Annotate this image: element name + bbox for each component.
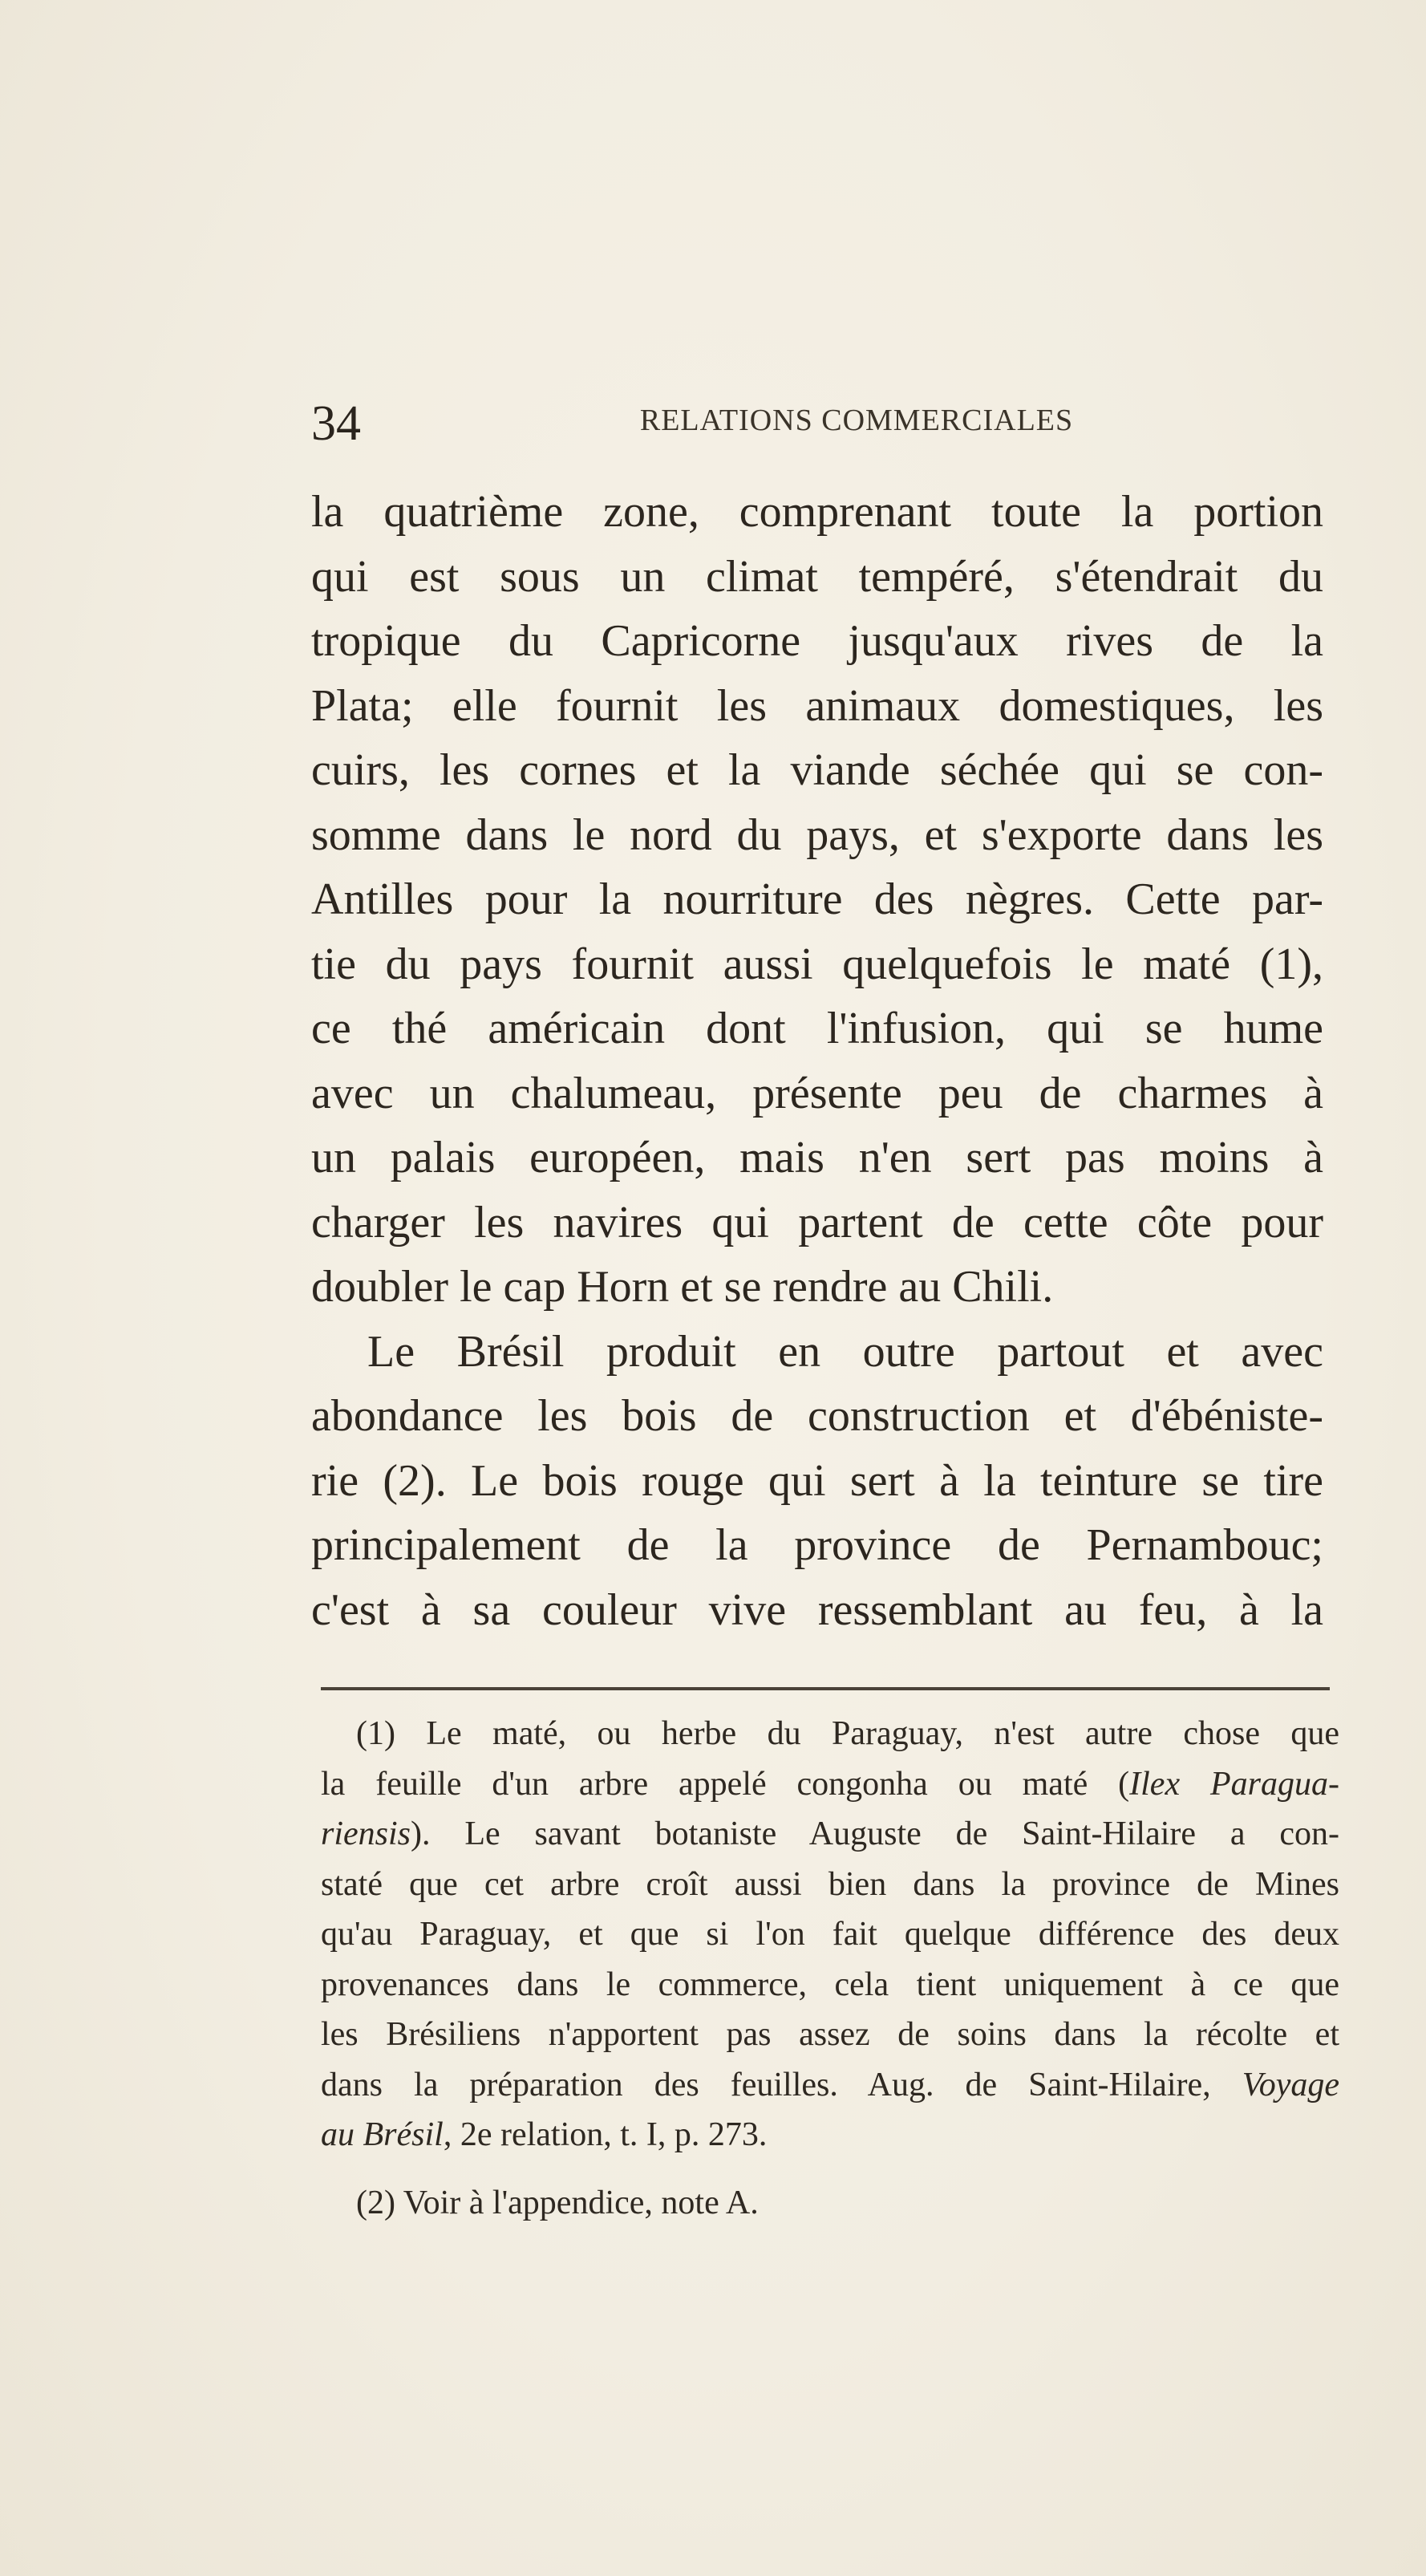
footnote-text: dans la préparation des feuilles. Aug. de Saint-Hilaire, xyxy=(321,2066,1242,2103)
text-line: Plata; elle fournit les animaux domestiques, les xyxy=(311,680,1323,731)
footnote-text: la feuille d'un arbre appelé congonha ou maté ( xyxy=(321,1765,1130,1803)
running-title: RELATIONS COMMERCIALES xyxy=(639,404,1074,437)
text-line: avec un chalumeau, présente peu de charmes à xyxy=(311,1068,1323,1118)
text-line: qui est sous un climat tempéré, s'étendrait du xyxy=(311,551,1323,602)
text-line: somme dans le nord du pays, et s'exporte dans les xyxy=(311,809,1323,860)
text-line: Le Brésil produit en outre partout et avec xyxy=(367,1326,1323,1377)
footnote-line xyxy=(321,2060,1339,2111)
footnote-italic: au Brésil xyxy=(321,2116,444,2153)
text-line: la quatrième zone, comprenant toute la portion xyxy=(311,487,1323,537)
text-line: principalement de la province de Pernambouc; xyxy=(311,1520,1323,1570)
footnotes xyxy=(321,1709,1339,2228)
text-line: c'est à sa couleur vive ressemblant au feu, à la xyxy=(311,1584,1323,1635)
footnote-text: ). Le savant botaniste Auguste de Saint-Hilaire a con- xyxy=(411,1815,1339,1852)
text-line: un palais européen, mais n'en sert pas moins à xyxy=(311,1133,1323,1183)
text-line: charger les navires qui partent de cette côte pour xyxy=(311,1197,1323,1247)
footnote-text: , 2e relation, t. I, p. 273. xyxy=(443,2116,768,2153)
text-line: doubler le cap Horn et se rendre au Chili. xyxy=(311,1262,1054,1312)
main-text xyxy=(311,480,1323,1642)
footnote-line: qu'au Paraguay, et que si l'on fait quelque différence des deux xyxy=(321,1916,1339,1953)
page-header xyxy=(311,391,1330,456)
footnote-divider xyxy=(321,1687,1330,1690)
footnote-line: (1) Le maté, ou herbe du Paraguay, n'est autre chose que xyxy=(356,1715,1339,1752)
text-line: cuirs, les cornes et la viande séchée qui se con- xyxy=(311,745,1323,795)
footnote-line: provenances dans le commerce, cela tient uniquement à ce que xyxy=(321,1965,1339,2003)
footnote-line xyxy=(321,2110,1339,2160)
footnote-2: (2) Voir à l'appendice, note A. xyxy=(356,2184,759,2221)
text-line: rie (2). Le bois rouge qui sert à la teinture se tire xyxy=(311,1455,1323,1506)
text-line: ce thé américain dont l'infusion, qui se hume xyxy=(311,1004,1323,1053)
text-line: tropique du Capricorne jusqu'aux rives de la xyxy=(311,616,1323,666)
text-line: tie du pays fournit aussi quelquefois le maté (1), xyxy=(311,939,1323,989)
footnote-1 xyxy=(321,1709,1339,2160)
text-line: Antilles pour la nourriture des nègres. Cette par- xyxy=(311,874,1323,924)
footnote-line: staté que cet arbre croît aussi bien dans la province de Mines xyxy=(321,1865,1339,1903)
text-line: abondance les bois de construction et d'ébéniste- xyxy=(311,1391,1323,1441)
footnote-line xyxy=(321,1809,1339,1860)
footnote-italic: Voyage xyxy=(1242,2066,1339,2103)
footnote-italic: Ilex Paragua- xyxy=(1129,1765,1339,1803)
footnote-line xyxy=(321,1759,1339,1810)
page-number: 34 xyxy=(311,396,361,451)
footnote-line: les Brésiliens n'apportent pas assez de soins dans la récolte et xyxy=(321,2016,1339,2053)
footnote-italic: riensis xyxy=(321,1815,411,1852)
